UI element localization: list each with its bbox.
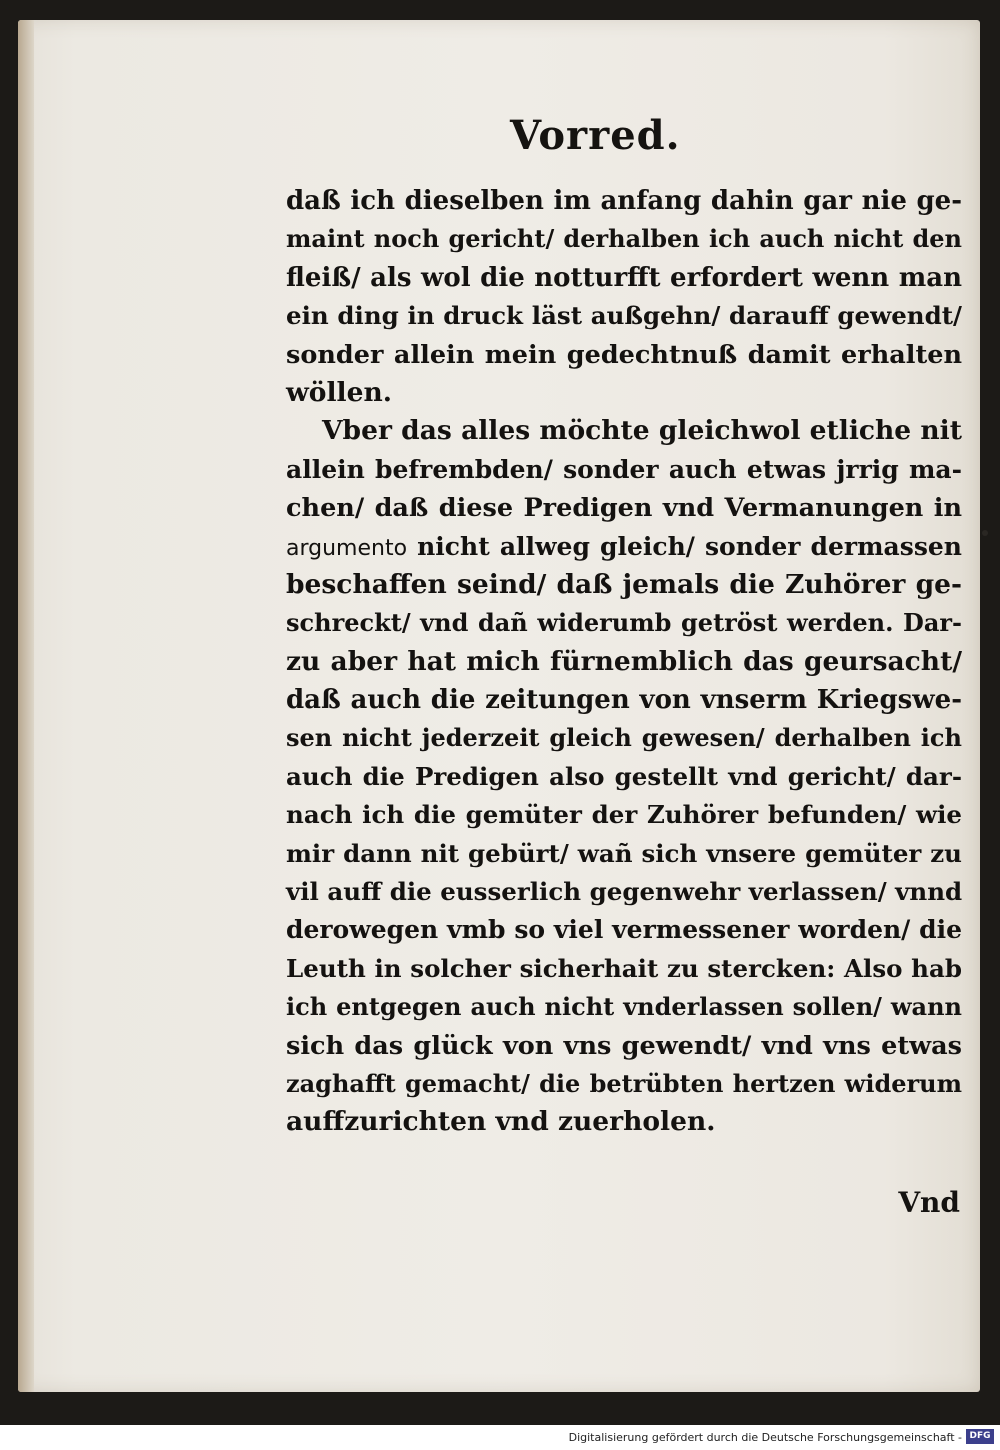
text-line: zu aber hat mich fürnemblich das geursacht/ [286,645,962,677]
text-line: fleiß/ als wol die notturfft erfordert wenn man [286,262,962,293]
text-line: ein ding in druck läst außgehn/ darauff gewendt/ [286,301,962,331]
text-line: mir dann nit gebürt/ wañ sich vnsere gemüter zu [286,838,962,868]
margin-mark [982,530,988,536]
body-text [286,182,962,1142]
text-line: Vber das alles möchte gleichwol etliche nit [322,415,962,447]
text-line: sonder allein mein gedechtnuß damit erhalten [286,339,962,370]
text-line: zaghafft gemacht/ die betrübten hertzen widerum [286,1068,962,1098]
text-line: daß ich dieselben im anfang dahin gar nie ge- [286,186,962,216]
text-line: daß auch die zeitungen von vnserm Kriegswe- [286,685,962,716]
text-line: derowegen vmb so viel vermessener worden/ die [286,915,962,945]
text-line: Leuth in solcher sicherhait zu stercken: Also hab [286,953,962,983]
roman-word: argumento [286,535,408,561]
dfg-logo-icon: DFG [966,1429,994,1444]
running-header: Vorred. [510,112,681,159]
footer [0,1425,1000,1450]
text-line: sen nicht jederzeit gleich gewesen/ derhalben ich [286,723,962,753]
funding-credit: Digitalisierung gefördert durch die Deutsche Forschungsgemeinschaft - [568,1431,962,1444]
text-line: auch die Predigen also gestellt vnd gericht/ dar- [286,761,962,791]
text-line: sich das glück von vns gewendt/ vnd vns etwas [286,1030,962,1061]
page-edge [18,20,34,1392]
text-line: beschaffen seind/ daß jemals die Zuhörer ge- [286,568,962,600]
catchword: Vnd [898,1186,960,1219]
text-line: nach ich die gemüter der Zuhörer befunden/ wie [286,800,962,830]
text-line: ich entgegen auch nicht vnderlassen sollen/ wann [286,992,962,1022]
text-line: vil auff die eusserlich gegenwehr verlassen/ vnnd [286,877,963,907]
text-line: maint noch gericht/ derhalben ich auch nicht den [286,224,962,254]
text-line-rest: nicht allweg gleich/ sonder dermassen [417,531,962,561]
text-line: wöllen. [286,376,392,408]
text-line: chen/ daß diese Predigen vnd Vermanungen in [286,493,962,524]
text-line [286,528,962,566]
text-line: auffzurichten vnd zuerholen. [286,1106,716,1138]
text-line: schreckt/ vnd dañ widerumb getröst werden. Dar- [286,608,962,638]
text-line: allein befrembden/ sonder auch etwas jrrig ma- [286,454,962,484]
